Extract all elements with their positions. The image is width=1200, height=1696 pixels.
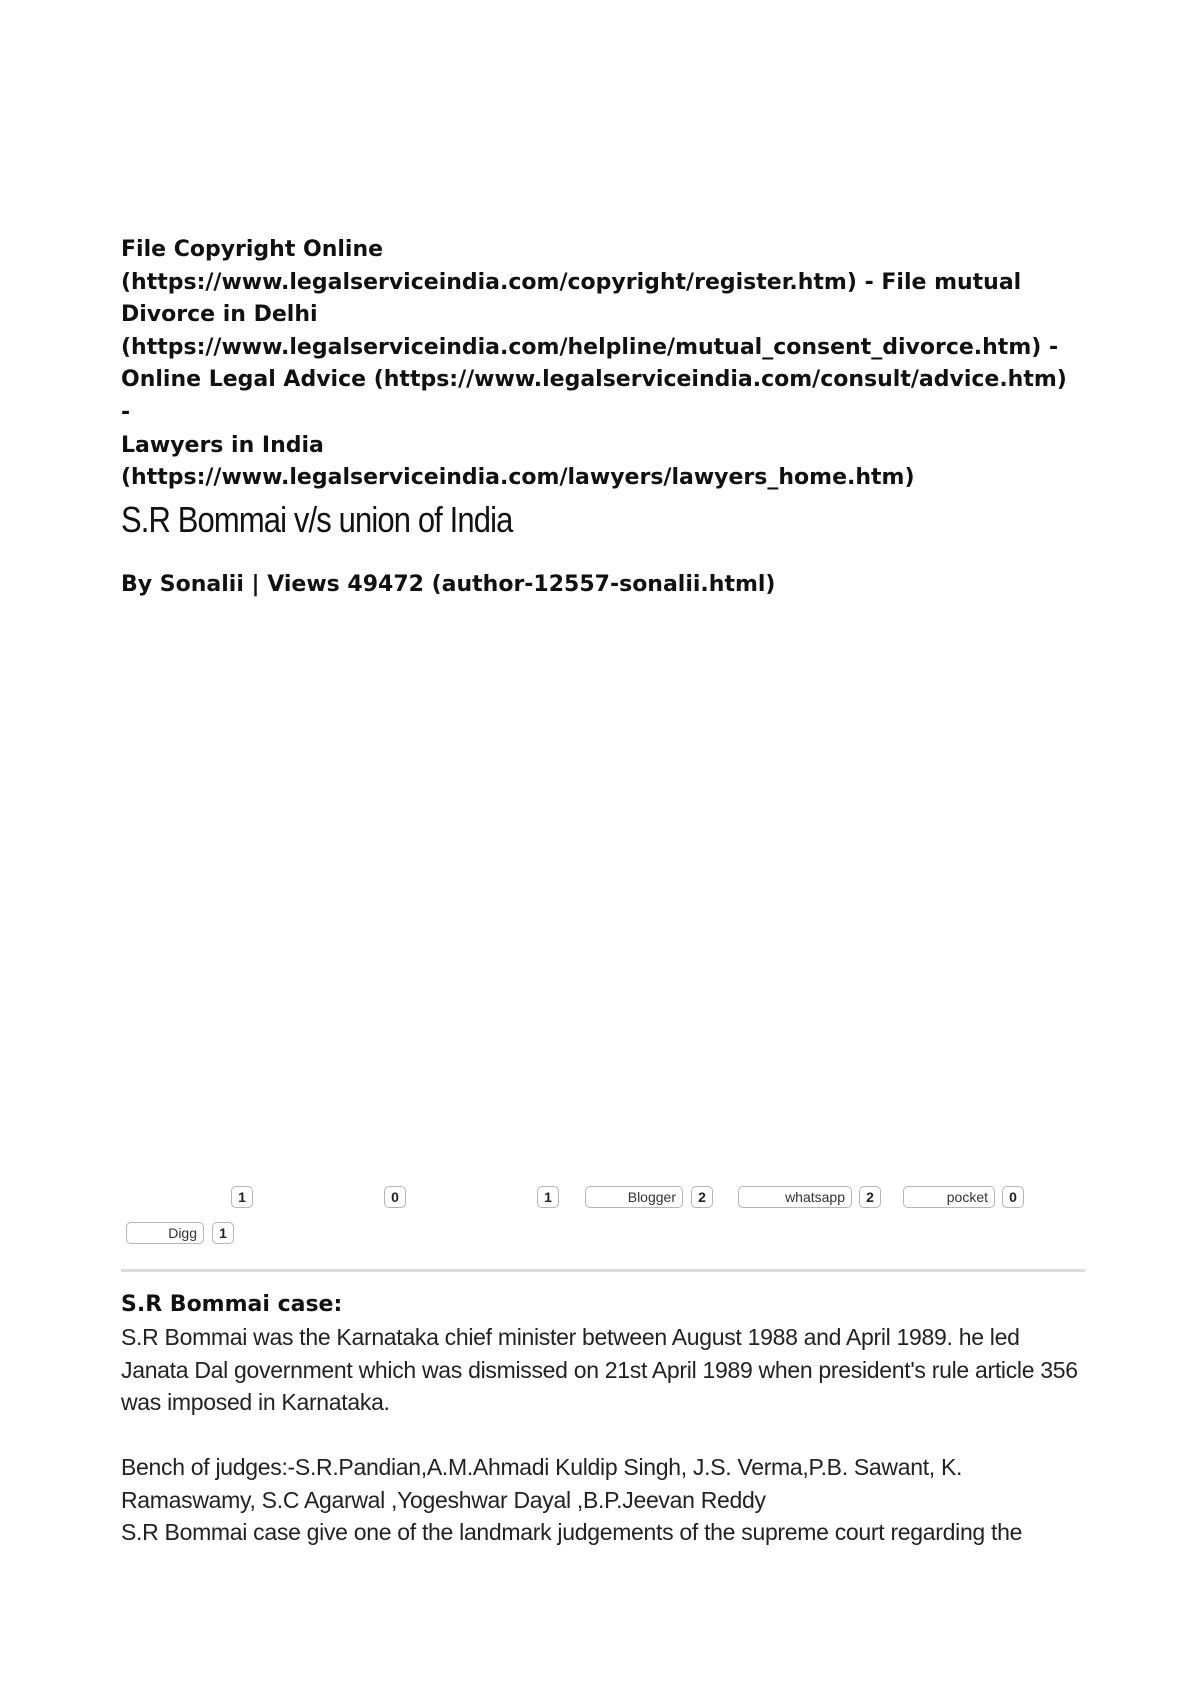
paragraph: S.R Bommai was the Karnataka chief minister between August 1988 and April 1989. he led Janata Dal government which was dismissed on 21st April 1989 when president's rule article 356 was imposed in Karnataka. [121, 1324, 1078, 1415]
link-url: (https://www.legalserviceindia.com/consult/advice.htm) [373, 367, 1067, 393]
link-label: Lawyers in India [121, 432, 324, 458]
link-separator: - [856, 269, 882, 295]
link-separator: - [121, 399, 131, 425]
link-url: (https://www.legalserviceindia.com/helpline/mutual_consent_divorce.htm) [121, 334, 1042, 360]
link-label: File mutual Divorce in Delhi [121, 269, 1022, 328]
link-url: (https://www.legalserviceindia.com/lawyers/lawyers_home.htm) [121, 465, 915, 491]
share-count[interactable]: 0 [384, 1186, 406, 1208]
share-count[interactable]: 2 [859, 1186, 881, 1208]
paragraph-text: S.R Bommai case give one of the landmark judgements of the supreme court regarding the [121, 1519, 1023, 1545]
share-button-digg[interactable]: Digg [126, 1222, 204, 1244]
link-lawyers-in-india[interactable] [121, 433, 915, 491]
divider [121, 1269, 1085, 1272]
top-links [121, 234, 1081, 495]
link-file-copyright[interactable] [121, 237, 857, 295]
link-label: Online Legal Advice [121, 367, 367, 393]
share-button-pocket[interactable]: pocket [903, 1186, 995, 1208]
article-byline[interactable]: By Sonalii | Views 49472 (author-12557-sonalii.html) [121, 572, 776, 597]
share-button-blogger[interactable]: Blogger [585, 1186, 683, 1208]
link-online-legal-advice[interactable] [121, 367, 1067, 392]
share-button-whatsapp[interactable]: whatsapp [738, 1186, 852, 1208]
link-url: (https://www.legalserviceindia.com/copyright/register.htm) [121, 269, 857, 295]
share-count[interactable]: 1 [537, 1186, 559, 1208]
article-title: S.R Bommai v/s union of India [121, 499, 513, 540]
paragraph [121, 1451, 1091, 1549]
share-count[interactable]: 0 [1002, 1186, 1024, 1208]
share-count[interactable]: 1 [212, 1222, 234, 1244]
bench-of-judges-text: Bench of judges:-S.R.Pandian,A.M.Ahmadi Kuldip Singh, J.S. Verma,P.B. Sawant, K. Ramaswamy, S.C Agarwal ,Yogeshwar Dayal ,B.P.Jeevan Reddy [121, 1454, 963, 1513]
share-count[interactable]: 2 [691, 1186, 713, 1208]
section-heading: S.R Bommai case: [121, 1292, 343, 1317]
article-page [121, 0, 1091, 1696]
link-label: File Copyright Online [121, 237, 384, 262]
share-count[interactable]: 1 [231, 1186, 253, 1208]
link-separator: - [1041, 334, 1059, 360]
